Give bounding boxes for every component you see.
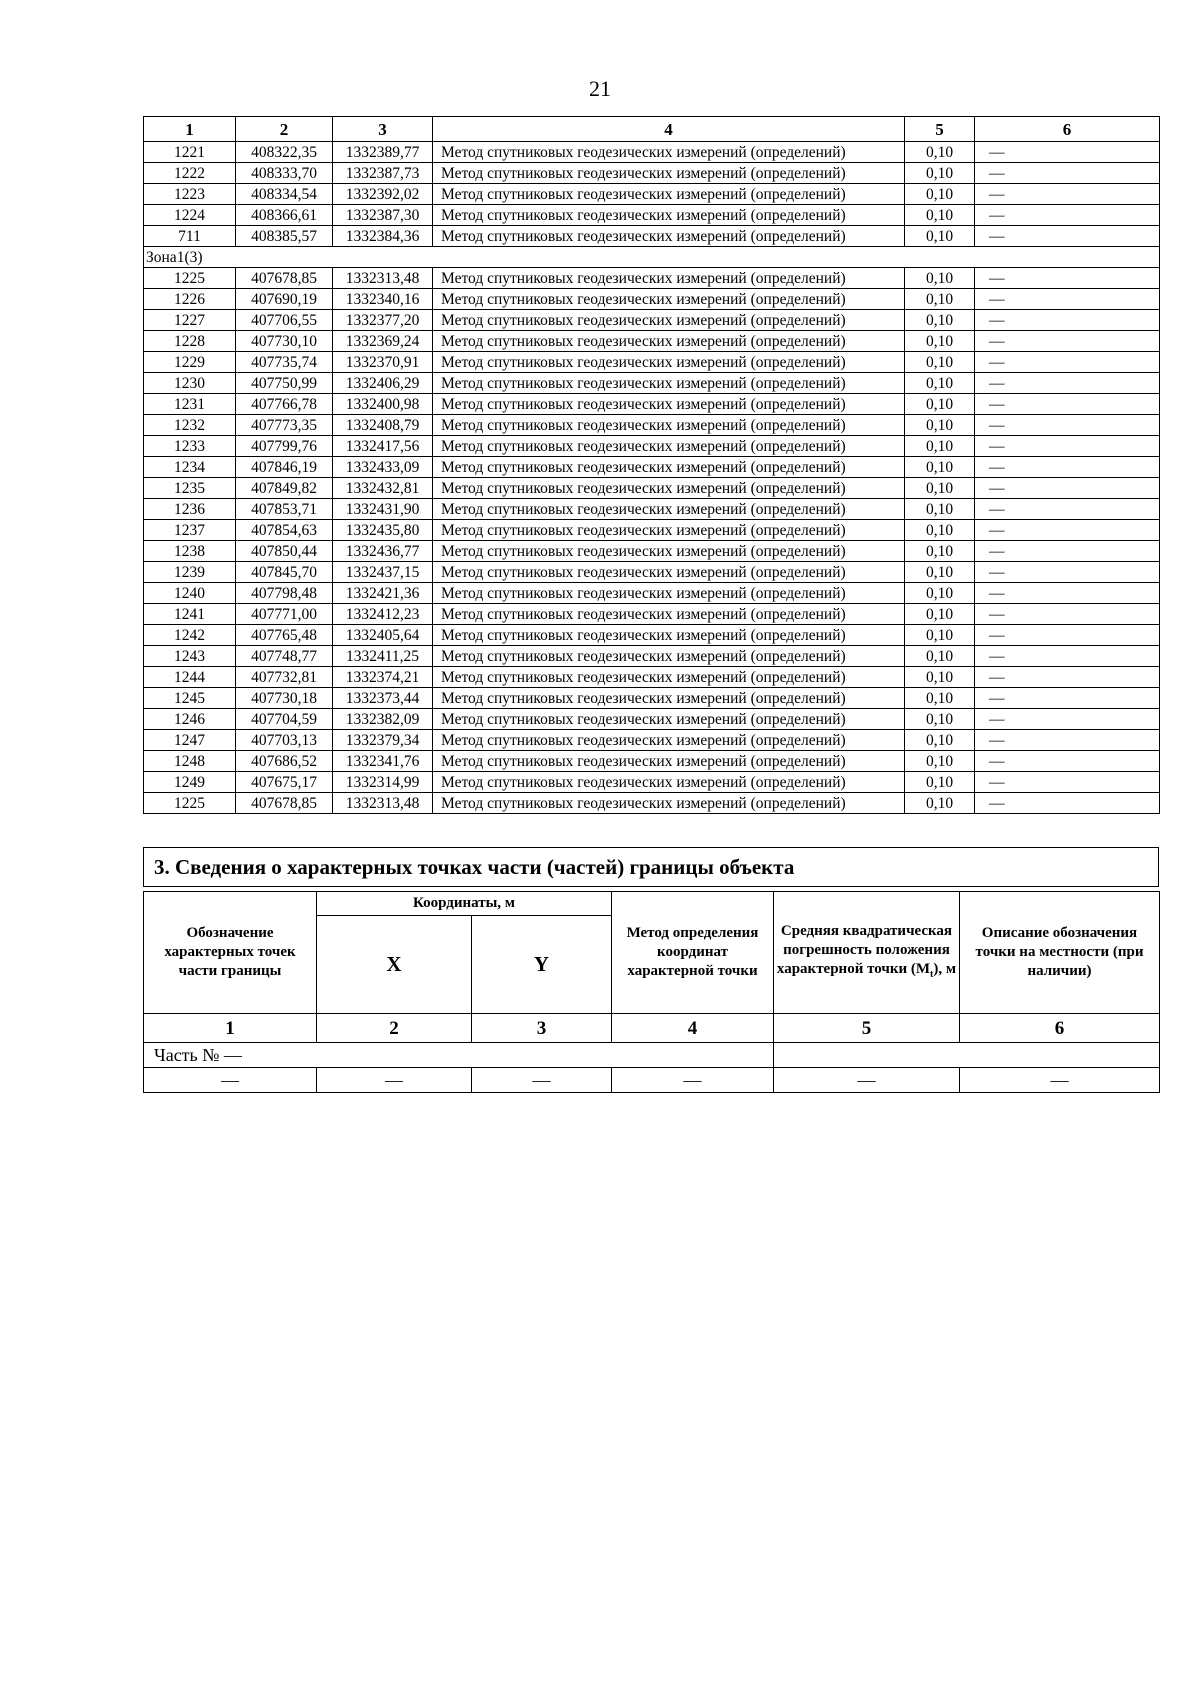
precision-cell: 0,10: [905, 163, 975, 184]
method-cell: Метод спутниковых геодезических измерений (определений): [433, 793, 905, 814]
part-label: Часть № —: [144, 1043, 774, 1068]
x-coordinate: 407850,44: [236, 541, 333, 562]
precision-cell: 0,10: [905, 520, 975, 541]
method-cell: Метод спутниковых геодезических измерений (определений): [433, 562, 905, 583]
point-number: 1237: [144, 520, 236, 541]
precision-cell: 0,10: [905, 793, 975, 814]
precision-cell: 0,10: [905, 142, 975, 163]
x-coordinate: 407678,85: [236, 793, 333, 814]
precision-cell: 0,10: [905, 730, 975, 751]
method-cell: Метод спутниковых геодезических измерений (определений): [433, 457, 905, 478]
column-numbers-row: [144, 1014, 1160, 1043]
point-number: 1221: [144, 142, 236, 163]
table-row: [144, 352, 1160, 373]
table-row: [144, 667, 1160, 688]
precision-cell: 0,10: [905, 688, 975, 709]
x-coordinate: 407730,10: [236, 331, 333, 352]
y-coordinate: 1332374,21: [333, 667, 433, 688]
y-coordinate: 1332421,36: [333, 583, 433, 604]
table-row: [144, 499, 1160, 520]
point-number: 1241: [144, 604, 236, 625]
description-cell: —: [975, 394, 1160, 415]
description-cell: —: [975, 688, 1160, 709]
description-cell: —: [975, 499, 1160, 520]
y-coordinate: 1332314,99: [333, 772, 433, 793]
point-number: 1225: [144, 793, 236, 814]
point-number: 1226: [144, 289, 236, 310]
description-cell: —: [975, 772, 1160, 793]
description-cell: —: [975, 436, 1160, 457]
method-cell: Метод спутниковых геодезических измерений (определений): [433, 205, 905, 226]
table-row: [144, 646, 1160, 667]
point-number: 1232: [144, 415, 236, 436]
table-row: [144, 478, 1160, 499]
y-coordinate: 1332382,09: [333, 709, 433, 730]
description-cell: —: [975, 331, 1160, 352]
column-number-header: 4: [433, 117, 905, 142]
method-cell: Метод спутниковых геодезических измерений (определений): [433, 583, 905, 604]
x-coordinate: 407854,63: [236, 520, 333, 541]
point-number: 1242: [144, 625, 236, 646]
point-number: 1243: [144, 646, 236, 667]
column-number-header: 2: [236, 117, 333, 142]
y-coordinate: 1332392,02: [333, 184, 433, 205]
y-coordinate: 1332341,76: [333, 751, 433, 772]
table-row: [144, 184, 1160, 205]
description-cell: —: [975, 583, 1160, 604]
method-cell: Метод спутниковых геодезических измерений (определений): [433, 394, 905, 415]
y-coordinate: 1332387,73: [333, 163, 433, 184]
description-cell: —: [975, 142, 1160, 163]
table-row: [144, 772, 1160, 793]
point-number: 1247: [144, 730, 236, 751]
method-cell: Метод спутниковых геодезических измерений (определений): [433, 646, 905, 667]
x-coordinate: 408366,61: [236, 205, 333, 226]
precision-cell: 0,10: [905, 604, 975, 625]
precision-cell: 0,10: [905, 667, 975, 688]
y-coordinate: 1332313,48: [333, 268, 433, 289]
x-coordinate: 407853,71: [236, 499, 333, 520]
table-row: [144, 583, 1160, 604]
precision-cell: 0,10: [905, 583, 975, 604]
precision-cell: 0,10: [905, 436, 975, 457]
y-coordinate: 1332313,48: [333, 793, 433, 814]
point-number: 1246: [144, 709, 236, 730]
precision-cell: 0,10: [905, 751, 975, 772]
x-coordinate: 407798,48: [236, 583, 333, 604]
method-cell: Метод спутниковых геодезических измерений (определений): [433, 730, 905, 751]
y-coordinate: 1332435,80: [333, 520, 433, 541]
description-cell: —: [975, 646, 1160, 667]
dash-cell: —: [317, 1068, 472, 1093]
coordinates-header: Координаты, м: [317, 892, 612, 916]
section-3-title: 3. Сведения о характерных точках части (частей) границы объекта: [143, 847, 1159, 887]
method-cell: Метод спутниковых геодезических измерений (определений): [433, 478, 905, 499]
y-coordinate: 1332436,77: [333, 541, 433, 562]
x-coordinate: 407706,55: [236, 310, 333, 331]
table-row: [144, 625, 1160, 646]
method-header: Метод определения координат характерной точки: [612, 892, 774, 1014]
y-coordinate: 1332417,56: [333, 436, 433, 457]
y-coordinate: 1332431,90: [333, 499, 433, 520]
precision-cell: 0,10: [905, 226, 975, 247]
y-coordinate: 1332405,64: [333, 625, 433, 646]
precision-cell: 0,10: [905, 289, 975, 310]
table-row: [144, 163, 1160, 184]
precision-cell: 0,10: [905, 625, 975, 646]
precision-cell: 0,10: [905, 331, 975, 352]
y-coordinate: 1332400,98: [333, 394, 433, 415]
point-number: 1236: [144, 499, 236, 520]
x-coordinate: 407845,70: [236, 562, 333, 583]
column-number: 2: [317, 1014, 472, 1043]
method-cell: Метод спутниковых геодезических измерений (определений): [433, 499, 905, 520]
precision-cell: 0,10: [905, 709, 975, 730]
x-coordinate: 408333,70: [236, 163, 333, 184]
method-cell: Метод спутниковых геодезических измерений (определений): [433, 436, 905, 457]
x-coordinate: 407704,59: [236, 709, 333, 730]
y-coordinate: 1332408,79: [333, 415, 433, 436]
description-cell: —: [975, 184, 1160, 205]
method-cell: Метод спутниковых геодезических измерений (определений): [433, 415, 905, 436]
precision-cell: 0,10: [905, 268, 975, 289]
table-row: [144, 730, 1160, 751]
table-row: [144, 268, 1160, 289]
table-row: [144, 394, 1160, 415]
dash-cell: —: [472, 1068, 612, 1093]
x-coordinate: 407730,18: [236, 688, 333, 709]
column-number: 1: [144, 1014, 317, 1043]
table-row: [144, 205, 1160, 226]
description-cell: —: [975, 541, 1160, 562]
y-coordinate: 1332369,24: [333, 331, 433, 352]
x-coordinate: 407750,99: [236, 373, 333, 394]
y-coordinate: 1332406,29: [333, 373, 433, 394]
x-coordinate: 407732,81: [236, 667, 333, 688]
y-header: Y: [472, 916, 612, 1014]
table-row: [144, 373, 1160, 394]
x-coordinate: 407849,82: [236, 478, 333, 499]
point-number: 1222: [144, 163, 236, 184]
description-cell: —: [975, 562, 1160, 583]
column-number: 4: [612, 1014, 774, 1043]
point-number: 1249: [144, 772, 236, 793]
y-coordinate: 1332389,77: [333, 142, 433, 163]
table-row: [144, 688, 1160, 709]
method-cell: Метод спутниковых геодезических измерений (определений): [433, 604, 905, 625]
point-number: 1224: [144, 205, 236, 226]
precision-cell: 0,10: [905, 184, 975, 205]
method-cell: Метод спутниковых геодезических измерений (определений): [433, 142, 905, 163]
table-header-row: [144, 117, 1160, 142]
point-number: 1233: [144, 436, 236, 457]
y-coordinate: 1332379,34: [333, 730, 433, 751]
table-row: [144, 142, 1160, 163]
method-cell: Метод спутниковых геодезических измерений (определений): [433, 520, 905, 541]
zone-row: [144, 247, 1160, 268]
description-cell: —: [975, 268, 1160, 289]
description-cell: —: [975, 730, 1160, 751]
precision-cell: 0,10: [905, 415, 975, 436]
y-coordinate: 1332387,30: [333, 205, 433, 226]
description-cell: —: [975, 793, 1160, 814]
precision-cell: 0,10: [905, 457, 975, 478]
point-number: 1227: [144, 310, 236, 331]
description-cell: —: [975, 205, 1160, 226]
y-coordinate: 1332370,91: [333, 352, 433, 373]
x-coordinate: 407765,48: [236, 625, 333, 646]
point-number: 1231: [144, 394, 236, 415]
table-row: [144, 520, 1160, 541]
y-coordinate: 1332432,81: [333, 478, 433, 499]
method-cell: Метод спутниковых геодезических измерений (определений): [433, 625, 905, 646]
description-cell: —: [975, 457, 1160, 478]
precision-cell: 0,10: [905, 772, 975, 793]
table-row: [144, 415, 1160, 436]
method-cell: Метод спутниковых геодезических измерений (определений): [433, 331, 905, 352]
point-number: 1239: [144, 562, 236, 583]
y-coordinate: 1332411,25: [333, 646, 433, 667]
precision-cell: 0,10: [905, 478, 975, 499]
y-coordinate: 1332340,16: [333, 289, 433, 310]
method-cell: Метод спутниковых геодезических измерений (определений): [433, 163, 905, 184]
point-number: 1235: [144, 478, 236, 499]
y-coordinate: 1332377,20: [333, 310, 433, 331]
column-number-header: 3: [333, 117, 433, 142]
precision-cell: 0,10: [905, 373, 975, 394]
point-designation-header: Обозначение характерных точек части границы: [144, 892, 317, 1014]
point-number: 1245: [144, 688, 236, 709]
method-cell: Метод спутниковых геодезических измерений (определений): [433, 667, 905, 688]
method-cell: Метод спутниковых геодезических измерений (определений): [433, 310, 905, 331]
table-row: [144, 226, 1160, 247]
x-coordinate: 407678,85: [236, 268, 333, 289]
table-row: [144, 310, 1160, 331]
precision-cell: 0,10: [905, 541, 975, 562]
precision-cell: 0,10: [905, 394, 975, 415]
method-cell: Метод спутниковых геодезических измерений (определений): [433, 184, 905, 205]
dash-cell: —: [960, 1068, 1160, 1093]
x-coordinate: 408385,57: [236, 226, 333, 247]
page-number: 21: [589, 76, 611, 101]
method-cell: Метод спутниковых геодезических измерений (определений): [433, 373, 905, 394]
y-coordinate: 1332433,09: [333, 457, 433, 478]
x-coordinate: 407799,76: [236, 436, 333, 457]
point-number: 1223: [144, 184, 236, 205]
precision-cell: 0,10: [905, 310, 975, 331]
point-number: 1229: [144, 352, 236, 373]
dash-row: [144, 1068, 1160, 1093]
table-row: [144, 289, 1160, 310]
table-row: [144, 709, 1160, 730]
method-cell: Метод спутниковых геодезических измерений (определений): [433, 751, 905, 772]
table-row: [144, 604, 1160, 625]
precision-cell: 0,10: [905, 205, 975, 226]
x-coordinate: 407703,13: [236, 730, 333, 751]
table-row: [144, 562, 1160, 583]
method-cell: Метод спутниковых геодезических измерений (определений): [433, 289, 905, 310]
coordinates-table: [143, 116, 1160, 814]
x-coordinate: 407675,17: [236, 772, 333, 793]
x-header: X: [317, 916, 472, 1014]
x-coordinate: 408322,35: [236, 142, 333, 163]
method-cell: Метод спутниковых геодезических измерений (определений): [433, 709, 905, 730]
description-cell: —: [975, 709, 1160, 730]
method-cell: Метод спутниковых геодезических измерений (определений): [433, 772, 905, 793]
table-row: [144, 436, 1160, 457]
description-cell: —: [975, 751, 1160, 772]
description-cell: —: [975, 289, 1160, 310]
x-coordinate: 407690,19: [236, 289, 333, 310]
dash-cell: —: [612, 1068, 774, 1093]
column-number-header: 1: [144, 117, 236, 142]
dash-cell: —: [774, 1068, 960, 1093]
x-coordinate: 407773,35: [236, 415, 333, 436]
x-coordinate: 407686,52: [236, 751, 333, 772]
table-row: [144, 541, 1160, 562]
x-coordinate: 408334,54: [236, 184, 333, 205]
column-number-header: 5: [905, 117, 975, 142]
x-coordinate: 407846,19: [236, 457, 333, 478]
point-number: 1230: [144, 373, 236, 394]
description-cell: —: [975, 604, 1160, 625]
precision-cell: 0,10: [905, 499, 975, 520]
description-header: Описание обозначения точки на местности (при наличии): [960, 892, 1160, 1014]
point-number: 711: [144, 226, 236, 247]
point-number: 1234: [144, 457, 236, 478]
column-number: 3: [472, 1014, 612, 1043]
description-cell: —: [975, 163, 1160, 184]
point-number: 1225: [144, 268, 236, 289]
description-cell: —: [975, 415, 1160, 436]
method-cell: Метод спутниковых геодезических измерений (определений): [433, 268, 905, 289]
y-coordinate: 1332384,36: [333, 226, 433, 247]
description-cell: —: [975, 625, 1160, 646]
description-cell: —: [975, 226, 1160, 247]
table-row: [144, 331, 1160, 352]
precision-cell: 0,10: [905, 352, 975, 373]
part-row-empty: [774, 1043, 1160, 1068]
y-coordinate: 1332412,23: [333, 604, 433, 625]
point-number: 1238: [144, 541, 236, 562]
part-row: [144, 1043, 1160, 1068]
column-number-header: 6: [975, 117, 1160, 142]
point-number: 1228: [144, 331, 236, 352]
x-coordinate: 407735,74: [236, 352, 333, 373]
description-cell: —: [975, 310, 1160, 331]
dash-cell: —: [144, 1068, 317, 1093]
zone-label: Зона1(3): [144, 247, 1160, 268]
part-points-table: [143, 891, 1160, 1093]
method-cell: Метод спутниковых геодезических измерений (определений): [433, 688, 905, 709]
point-number: 1248: [144, 751, 236, 772]
y-coordinate: 1332373,44: [333, 688, 433, 709]
x-coordinate: 407766,78: [236, 394, 333, 415]
x-coordinate: 407771,00: [236, 604, 333, 625]
precision-cell: 0,10: [905, 562, 975, 583]
y-coordinate: 1332437,15: [333, 562, 433, 583]
table-row: [144, 457, 1160, 478]
description-cell: —: [975, 352, 1160, 373]
description-cell: —: [975, 520, 1160, 541]
precision-header: Средняя квадратическая погрешность положения характерной точки $(M_t)$, м: [774, 892, 960, 1014]
point-number: 1240: [144, 583, 236, 604]
method-cell: Метод спутниковых геодезических измерений (определений): [433, 352, 905, 373]
column-number: 5: [774, 1014, 960, 1043]
point-number: 1244: [144, 667, 236, 688]
description-cell: —: [975, 478, 1160, 499]
method-cell: Метод спутниковых геодезических измерений (определений): [433, 226, 905, 247]
method-cell: Метод спутниковых геодезических измерений (определений): [433, 541, 905, 562]
precision-cell: 0,10: [905, 646, 975, 667]
column-number: 6: [960, 1014, 1160, 1043]
table-row: [144, 793, 1160, 814]
x-coordinate: 407748,77: [236, 646, 333, 667]
table-row: [144, 751, 1160, 772]
description-cell: —: [975, 373, 1160, 394]
description-cell: —: [975, 667, 1160, 688]
